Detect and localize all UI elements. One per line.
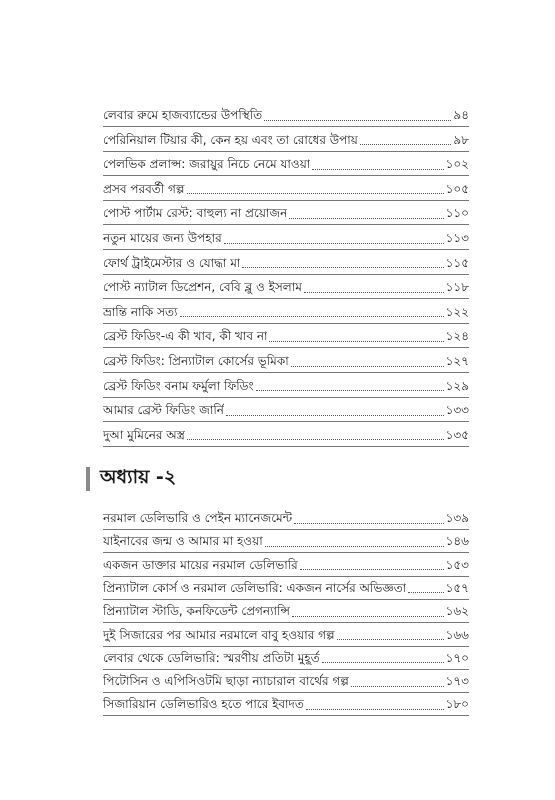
row-divider	[103, 175, 469, 176]
toc-entry-title: প্রসব পরবর্তী গল্প	[103, 181, 185, 196]
dot-leader	[224, 242, 444, 244]
toc-entry	[103, 178, 469, 200]
row-divider	[103, 715, 469, 716]
toc-entry	[103, 424, 469, 446]
toc-entry-title: সিজারিয়ান ডেলিভারিও হতে পারে ইবাদত	[103, 697, 304, 712]
toc-entry-page: ১২৭	[445, 354, 469, 368]
toc-entry-page: ১৩৫	[445, 427, 469, 442]
dot-leader	[294, 522, 443, 524]
dot-leader	[226, 414, 444, 416]
toc-entry	[103, 227, 469, 249]
dot-leader	[256, 389, 444, 391]
toc-entry-page: ১২৪	[445, 329, 469, 344]
dot-leader	[187, 192, 444, 194]
toc-entry	[103, 350, 469, 372]
dot-leader	[265, 545, 444, 547]
dot-leader	[337, 638, 444, 640]
row-divider	[103, 126, 469, 127]
row-divider	[103, 224, 469, 225]
toc-entry-title: দুই সিজারের পর আমার নরমালে বাবু হওয়ার গল্প	[103, 627, 335, 642]
toc-entry-page: ১৬৬	[445, 627, 469, 642]
toc-entry-title: পিটোসিন ও এপিসিওটমি ছাড়া ন্যাচারাল বার্থের গল্প	[103, 674, 349, 689]
toc-entry-page: ৯৮	[453, 132, 469, 147]
toc-entry-title: পেরিনিয়াল টিয়ার কী, কেন হয় এবং তা রোধের উপায়	[103, 132, 358, 147]
toc-entry	[103, 530, 469, 552]
toc-entry-page: ১৫৩	[445, 557, 469, 572]
toc-entry-page: ১১৫	[445, 255, 469, 270]
row-divider	[103, 347, 469, 348]
toc-entry-page: ১০৫	[445, 181, 469, 196]
toc-entry-page: ১৩৩	[445, 403, 469, 418]
toc-entry	[103, 577, 469, 599]
toc-entry-title: ফোর্থ ট্রাইমেস্টার ও যোদ্ধা মা	[103, 255, 241, 270]
toc-entry-title: প্রিন্যাটাল কোর্স ও নরমাল ডেলিভারি: একজন নার্সের অভিজ্ঞতা	[103, 580, 407, 595]
toc-entry-title: নতুন মায়ের জন্য উপহার	[103, 231, 222, 245]
toc-entry-title: একজন ডাক্তার মায়ের নরমাল ডেলিভারি	[103, 557, 298, 572]
toc-entry-title: পেলভিক প্রলাপ্স: জরায়ুর নিচে নেমে যাওয়া	[103, 157, 311, 172]
dot-leader	[306, 708, 444, 710]
row-divider	[103, 151, 469, 152]
row-divider	[103, 421, 469, 422]
row-divider	[103, 323, 469, 324]
dot-leader	[187, 438, 444, 440]
toc-entry-title: লেবার রুমে হাজব্যান্ডের উপস্থিতি	[103, 108, 263, 122]
toc-entry	[103, 647, 469, 669]
toc-entry	[103, 507, 469, 529]
row-divider	[103, 397, 469, 398]
toc-entry	[103, 624, 469, 646]
toc-entry-title: ভ্রান্তি নাকি সত্য	[103, 304, 178, 319]
dot-leader	[351, 685, 444, 687]
toc-entry	[103, 252, 469, 274]
toc-entry-title: লেবার থেকে ডেলিভারি: স্মরণীয় প্রতিটা মুহূর্ত	[103, 650, 320, 665]
toc-entry-title: ব্রেস্ট ফিডিং-এ কী খাব, কী খাব না	[103, 329, 268, 344]
toc-entry	[103, 153, 469, 175]
toc-entry	[103, 375, 469, 397]
toc-entry-title: যাইনাবের জন্ম ও আমার মা হওয়া	[103, 534, 263, 549]
toc-entry-title: পোস্ট পার্টাম রেস্ট: বাহুল্য না প্রয়োজন	[103, 206, 288, 221]
toc-entry	[103, 600, 469, 622]
dot-leader	[408, 591, 443, 593]
toc-entry-title: পোস্ট ন্যাটাল ডিপ্রেশন, বেবি ব্লু ও ইসলাম	[103, 280, 302, 295]
toc-entry-page: ১৭৩	[445, 674, 469, 689]
dot-leader	[264, 119, 451, 121]
dot-leader	[360, 143, 452, 145]
dot-leader	[269, 340, 443, 342]
row-divider	[103, 372, 469, 373]
toc-entry-page: ১২৯	[445, 378, 469, 393]
toc-entry	[103, 276, 469, 298]
toc-entry	[103, 301, 469, 323]
dot-leader	[291, 365, 444, 367]
toc-entry	[103, 693, 469, 715]
dot-leader	[292, 615, 444, 617]
toc-entry	[103, 104, 469, 126]
row-divider	[103, 249, 469, 250]
row-divider	[103, 446, 469, 447]
toc-entry-title: ব্রেস্ট ফিডিং বনাম ফর্মুলা ফিডিং	[103, 378, 254, 393]
toc-entry	[103, 129, 469, 151]
chapter-title: অধ্যায় -২	[100, 466, 177, 488]
toc-entry-page: ১১৮	[445, 280, 469, 295]
toc-entry-page: ১৩৯	[445, 511, 469, 525]
toc-entry	[103, 399, 469, 421]
toc-entry-title: ব্রেস্ট ফিডিং: প্রিন্যাটাল কোর্সের ভূমিকা	[103, 354, 289, 368]
toc-entry	[103, 670, 469, 692]
dot-leader	[304, 291, 444, 293]
toc-entry-title: আমার ব্রেস্ট ফিডিং জার্নি	[103, 403, 224, 418]
dot-leader	[242, 266, 443, 268]
chapter-marker-bar	[86, 467, 90, 491]
toc-entry-title: প্রিন্যাটাল স্টাডি, কনফিডেন্ট প্রেগন্যান্সি	[103, 604, 290, 619]
toc-entry-page: ১১০	[445, 206, 469, 221]
toc-entry-page: ১৮০	[445, 697, 469, 712]
toc-entry-page: ১৬২	[445, 604, 469, 619]
dot-leader	[300, 568, 444, 570]
toc-entry-page: ১৪৬	[445, 534, 469, 549]
toc-entry	[103, 554, 469, 576]
toc-entry-page: ৯৪	[453, 108, 469, 122]
dot-leader	[312, 168, 443, 170]
toc-entry-page: ১০২	[445, 157, 469, 172]
dot-leader	[289, 217, 443, 219]
row-divider	[103, 200, 469, 201]
toc-entry-page: ১২২	[445, 304, 469, 319]
dot-leader	[322, 661, 444, 663]
toc-entry-page: ১৫৭	[445, 580, 469, 595]
row-divider	[103, 298, 469, 299]
row-divider	[103, 274, 469, 275]
toc-entry	[103, 325, 469, 347]
toc-entry-page: ১১৩	[445, 231, 469, 245]
toc-entry-page: ১৭০	[445, 650, 469, 665]
toc-entry	[103, 202, 469, 224]
dot-leader	[180, 315, 444, 317]
toc-entry-title: দুআ মুমিনের অস্ত্র	[103, 427, 185, 442]
toc-entry-title: নরমাল ডেলিভারি ও পেইন ম্যানেজমেন্ট	[103, 511, 293, 525]
chapter-heading	[86, 462, 176, 496]
